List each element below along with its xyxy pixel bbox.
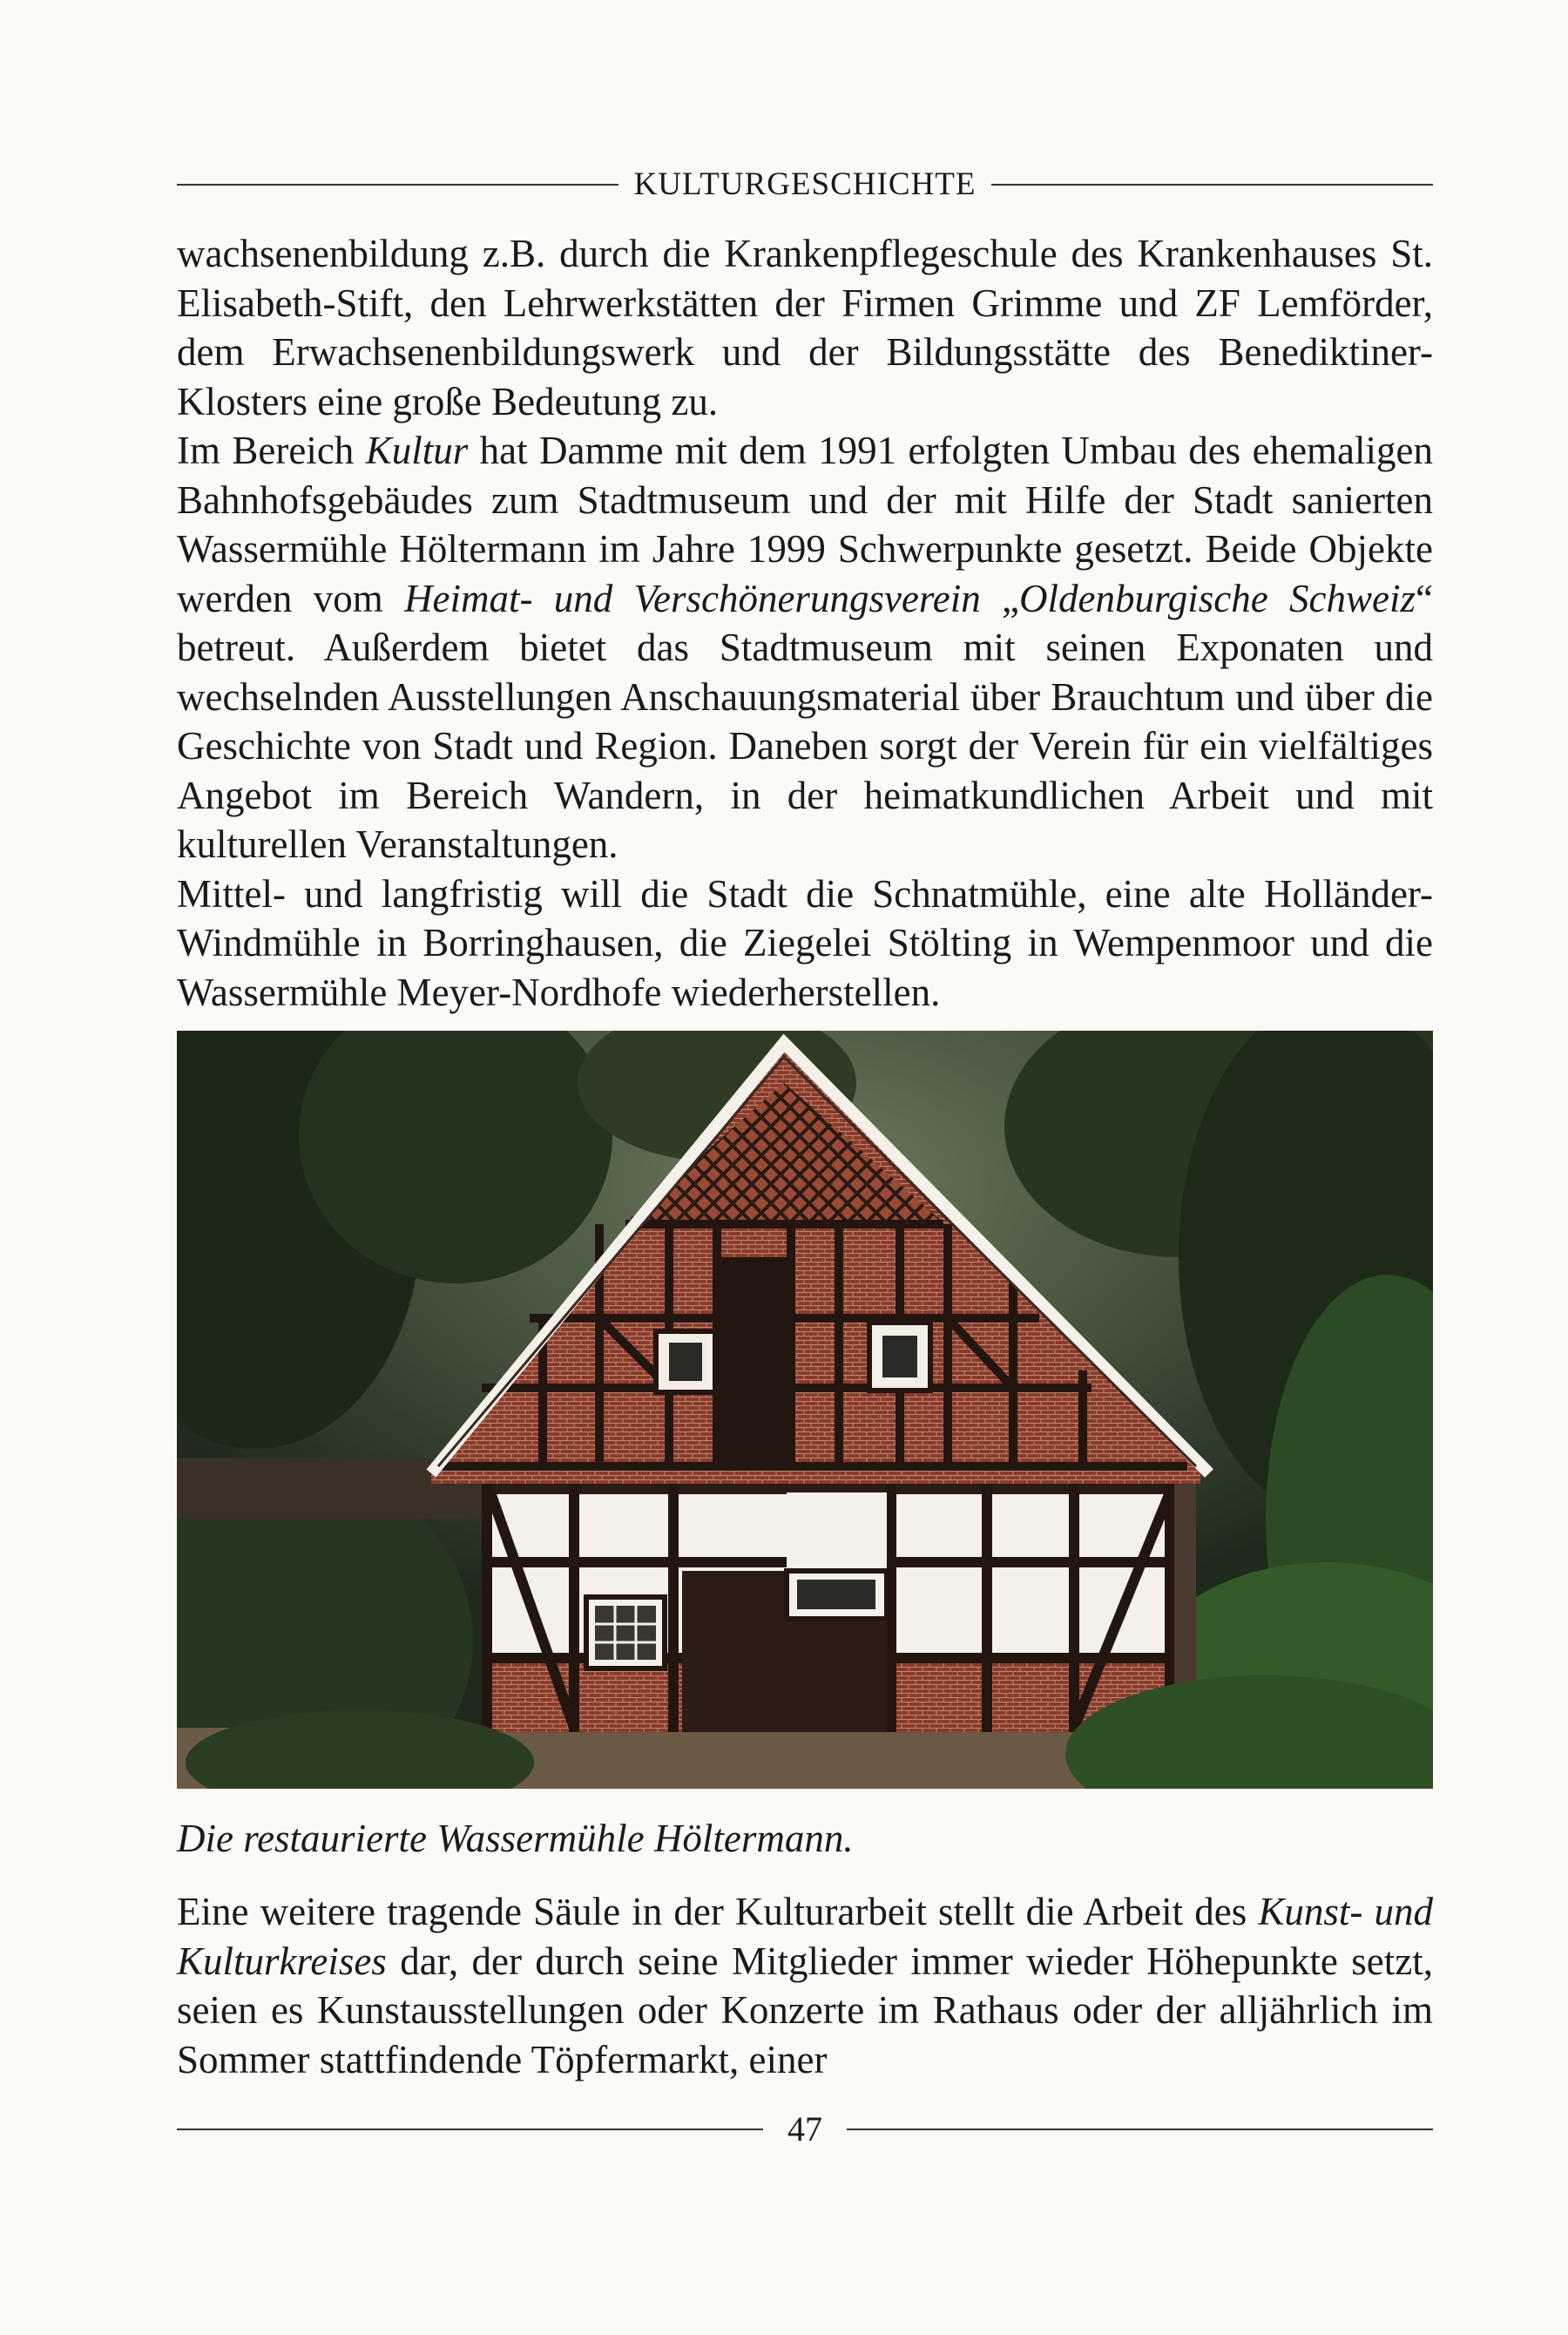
paragraph-4: Eine weitere tragende Säule in der Kulturarbeit stellt die Arbeit des Kunst- und Kulturkreises dar, der durch seine Mitglieder immer wieder Höhepunkte setzt, seien es Kunstausstellungen oder Konzerte im Rathaus oder der alljährlich im Sommer stattfindende Töpfermarkt, einer [177, 1890, 1434, 2081]
emphasis-kunst-und-kulturkreis: Kunst- und Kulturkreises [177, 1890, 1434, 1983]
text-block-top [177, 229, 1433, 1017]
figure-caption: Die restaurierte Wassermühle Höltermann. [177, 1817, 854, 1860]
section-title: KULTURGESCHICHTE [633, 166, 977, 202]
header-rule-left [177, 184, 618, 186]
page-footer [177, 2108, 1433, 2149]
emphasis-oldenburgische-schweiz: Oldenburgische Schweiz [1018, 576, 1416, 620]
page-number: 47 [787, 2109, 822, 2149]
paragraph-3: Mittel- und langfristig will die Stadt die Schnatmühle, eine alte Holländer-Windmühle in Borringhausen, die Ziegelei Stölting in Wempenmoor und die Wassermühle Meyer-Nordhofe wiederherstellen. [177, 871, 1433, 1014]
header-rule-right [991, 184, 1433, 186]
emphasis-heimatverein: Heimat- und Verschönerungsverein [403, 576, 981, 620]
footer-rule-right [847, 2129, 1433, 2130]
running-header [177, 166, 1433, 203]
emphasis-kultur: Kultur [365, 429, 469, 472]
photo-illustration [177, 1031, 1433, 1789]
text-block-bottom [177, 1887, 1433, 2084]
paragraph-2: Im Bereich Kultur hat Damme mit dem 1991 erfolgten Umbau des ehemaligen Bahnhofsgebäudes zum Stadtmuseum und der mit Hilfe der Stadt sanierten Wassermühle Höltermann im Jahre 1999 Schwerpunkte gesetzt. Beide Objekte werden vom Heimat- und Verschönerungsverein „Oldenburgische Schweiz“ betreut. Außerdem bietet das Stadtmuseum mit seinen Exponaten und wechselnden Ausstellungen Anschauungsmaterial über Brauchtum und über die Geschichte von Stadt und Region. Daneben sorgt der Verein für ein vielfältiges Angebot im Bereich Wandern, in der heimatkundlichen Arbeit und mit kulturellen Veranstaltungen. [177, 429, 1433, 866]
footer-rule-left [177, 2129, 763, 2130]
paragraph-1: wachsenenbildung z.B. durch die Krankenpflegeschule des Krankenhauses St. Elisabeth-Stift, den Lehrwerkstätten der Firmen Grimme und ZF Lemförder, dem Erwachsenenbildungswerk und der Bildungsstätte des Benediktiner-Klosters eine große Bedeutung zu. [177, 232, 1433, 423]
photo-wassermuehle [177, 1031, 1433, 1789]
